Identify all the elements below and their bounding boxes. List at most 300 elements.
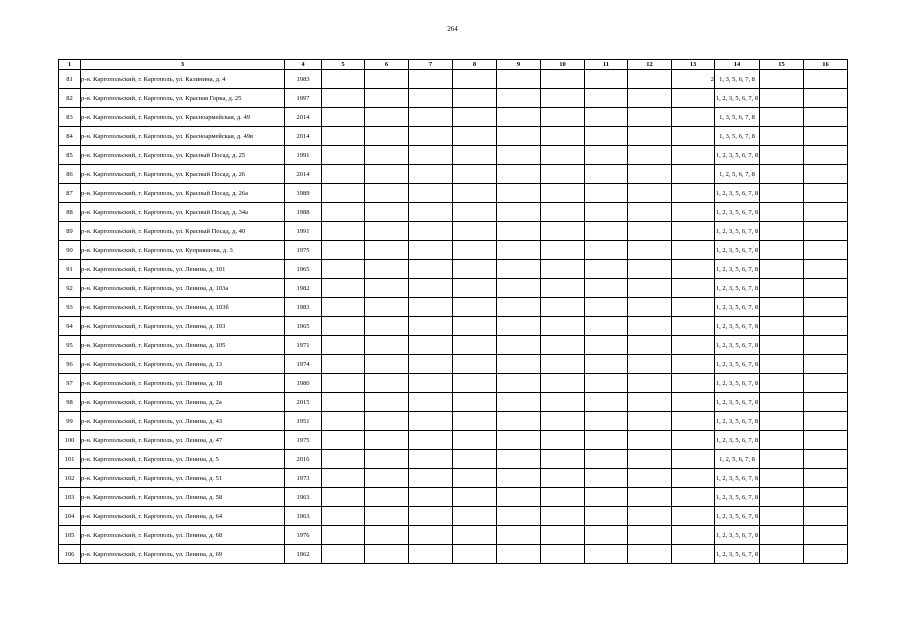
empty-cell	[804, 545, 848, 564]
empty-cell	[585, 70, 628, 89]
address-cell: р-н. Каргопольский, г. Каргополь, ул. Ленина, д. 51	[81, 469, 285, 488]
col14-cell: 1, 3, 5, 6, 7, 8	[715, 70, 760, 89]
table-row	[59, 374, 848, 393]
address-cell: р-н. Каргопольский, г. Каргополь, ул. Ленина, д. 2а	[81, 393, 285, 412]
row-number: 98	[59, 393, 81, 412]
empty-cell	[497, 165, 541, 184]
empty-cell	[585, 488, 628, 507]
col14-cell: 1, 2, 3, 5, 6, 7, 8	[715, 545, 760, 564]
empty-cell	[541, 70, 585, 89]
empty-cell	[497, 374, 541, 393]
year-cell: 1965	[285, 260, 322, 279]
column-header: 4	[285, 60, 322, 70]
address-cell: р-н. Каргопольский, г. Каргополь, ул. Ленина, д. 58	[81, 488, 285, 507]
year-cell: 1971	[285, 336, 322, 355]
empty-cell	[453, 146, 497, 165]
col13-cell	[672, 450, 715, 469]
empty-cell	[322, 222, 365, 241]
empty-cell	[497, 412, 541, 431]
table-row	[59, 70, 848, 89]
empty-cell	[453, 431, 497, 450]
empty-cell	[497, 450, 541, 469]
col14-cell: 1, 2, 3, 5, 6, 7, 8	[715, 488, 760, 507]
column-header: 1	[59, 60, 81, 70]
address-cell: р-н. Каргопольский, г. Каргополь, ул. Ленина, д. 103б	[81, 298, 285, 317]
empty-cell	[628, 317, 672, 336]
year-cell: 1991	[285, 146, 322, 165]
empty-cell	[322, 412, 365, 431]
empty-cell	[585, 279, 628, 298]
empty-cell	[804, 70, 848, 89]
empty-cell	[760, 184, 804, 203]
row-number: 101	[59, 450, 81, 469]
empty-cell	[628, 127, 672, 146]
empty-cell	[409, 469, 453, 488]
empty-cell	[365, 355, 409, 374]
col13-cell	[672, 545, 715, 564]
col14-cell: 1, 2, 3, 5, 6, 7, 8	[715, 374, 760, 393]
empty-cell	[453, 108, 497, 127]
empty-cell	[322, 374, 365, 393]
table-header	[59, 60, 848, 70]
empty-cell	[804, 393, 848, 412]
col13-cell	[672, 108, 715, 127]
empty-cell	[541, 222, 585, 241]
empty-cell	[760, 260, 804, 279]
empty-cell	[541, 146, 585, 165]
column-header: 10	[541, 60, 585, 70]
empty-cell	[760, 412, 804, 431]
empty-cell	[322, 165, 365, 184]
empty-cell	[585, 260, 628, 279]
column-header: 14	[715, 60, 760, 70]
empty-cell	[365, 507, 409, 526]
empty-cell	[585, 184, 628, 203]
empty-cell	[497, 336, 541, 355]
table-row	[59, 507, 848, 526]
empty-cell	[804, 317, 848, 336]
empty-cell	[365, 450, 409, 469]
col14-cell: 1, 3, 5, 6, 7, 8	[715, 127, 760, 146]
row-number: 91	[59, 260, 81, 279]
address-cell: р-н. Каргопольский, г. Каргополь, ул. Ленина, д. 101	[81, 260, 285, 279]
empty-cell	[804, 184, 848, 203]
col14-cell: 1, 2, 3, 5, 6, 7, 8	[715, 89, 760, 108]
empty-cell	[409, 146, 453, 165]
empty-cell	[453, 279, 497, 298]
empty-cell	[322, 260, 365, 279]
empty-cell	[365, 431, 409, 450]
year-cell: 1951	[285, 412, 322, 431]
empty-cell	[628, 279, 672, 298]
empty-cell	[541, 336, 585, 355]
empty-cell	[760, 165, 804, 184]
empty-cell	[497, 393, 541, 412]
empty-cell	[541, 298, 585, 317]
empty-cell	[628, 241, 672, 260]
empty-cell	[453, 203, 497, 222]
empty-cell	[541, 184, 585, 203]
empty-cell	[585, 336, 628, 355]
empty-cell	[409, 222, 453, 241]
col13-cell	[672, 507, 715, 526]
row-number: 83	[59, 108, 81, 127]
empty-cell	[365, 545, 409, 564]
col14-cell: 1, 3, 5, 6, 7, 8	[715, 108, 760, 127]
empty-cell	[453, 184, 497, 203]
empty-cell	[541, 450, 585, 469]
empty-cell	[760, 450, 804, 469]
col14-cell: 1, 2, 3, 5, 6, 7, 8	[715, 355, 760, 374]
empty-cell	[322, 70, 365, 89]
empty-cell	[628, 393, 672, 412]
empty-cell	[628, 526, 672, 545]
year-cell: 1989	[285, 184, 322, 203]
empty-cell	[409, 241, 453, 260]
empty-cell	[804, 127, 848, 146]
empty-cell	[365, 393, 409, 412]
year-cell: 1997	[285, 89, 322, 108]
empty-cell	[760, 507, 804, 526]
empty-cell	[760, 488, 804, 507]
empty-cell	[585, 222, 628, 241]
empty-cell	[322, 146, 365, 165]
empty-cell	[760, 431, 804, 450]
empty-cell	[322, 127, 365, 146]
empty-cell	[585, 317, 628, 336]
col13-cell	[672, 89, 715, 108]
empty-cell	[365, 298, 409, 317]
empty-cell	[497, 545, 541, 564]
year-cell: 1983	[285, 70, 322, 89]
empty-cell	[541, 241, 585, 260]
empty-cell	[760, 393, 804, 412]
empty-cell	[322, 507, 365, 526]
address-cell: р-н. Каргопольский, г. Каргополь, ул. Красная Горка, д. 25	[81, 89, 285, 108]
col14-cell: 1, 2, 3, 5, 6, 7, 8	[715, 317, 760, 336]
column-header: 6	[365, 60, 409, 70]
empty-cell	[497, 469, 541, 488]
empty-cell	[322, 488, 365, 507]
empty-cell	[628, 89, 672, 108]
column-header: 3	[81, 60, 285, 70]
empty-cell	[453, 336, 497, 355]
table-row	[59, 260, 848, 279]
empty-cell	[760, 241, 804, 260]
empty-cell	[453, 298, 497, 317]
empty-cell	[497, 488, 541, 507]
row-number: 105	[59, 526, 81, 545]
col14-cell: 1, 2, 3, 5, 6, 7, 8	[715, 336, 760, 355]
empty-cell	[804, 279, 848, 298]
col14-cell: 1, 2, 3, 5, 6, 7, 8	[715, 203, 760, 222]
col13-cell	[672, 336, 715, 355]
col14-cell: 1, 2, 3, 5, 6, 7, 8	[715, 279, 760, 298]
table-row	[59, 355, 848, 374]
empty-cell	[365, 165, 409, 184]
empty-cell	[541, 260, 585, 279]
empty-cell	[760, 203, 804, 222]
empty-cell	[628, 469, 672, 488]
empty-cell	[541, 355, 585, 374]
row-number: 90	[59, 241, 81, 260]
empty-cell	[497, 127, 541, 146]
empty-cell	[497, 317, 541, 336]
row-number: 99	[59, 412, 81, 431]
empty-cell	[760, 545, 804, 564]
col14-cell: 1, 2, 3, 5, 6, 7, 8	[715, 526, 760, 545]
empty-cell	[497, 203, 541, 222]
table-row	[59, 526, 848, 545]
col13-cell	[672, 127, 715, 146]
empty-cell	[365, 222, 409, 241]
column-header: 11	[585, 60, 628, 70]
empty-cell	[409, 165, 453, 184]
empty-cell	[804, 469, 848, 488]
address-cell: р-н. Каргопольский, г. Каргополь, ул. Ленина, д. 103	[81, 317, 285, 336]
empty-cell	[365, 279, 409, 298]
col13-cell	[672, 317, 715, 336]
table-row	[59, 488, 848, 507]
empty-cell	[760, 222, 804, 241]
row-number: 104	[59, 507, 81, 526]
column-header: 9	[497, 60, 541, 70]
address-cell: р-н. Каргопольский, г. Каргополь, ул. Красный Посад, д. 34а	[81, 203, 285, 222]
row-number: 87	[59, 184, 81, 203]
empty-cell	[409, 412, 453, 431]
empty-cell	[628, 165, 672, 184]
empty-cell	[453, 412, 497, 431]
empty-cell	[585, 241, 628, 260]
empty-cell	[497, 526, 541, 545]
year-cell: 1991	[285, 222, 322, 241]
year-cell: 1976	[285, 526, 322, 545]
col14-cell: 1, 2, 3, 5, 6, 7, 8	[715, 184, 760, 203]
empty-cell	[760, 146, 804, 165]
empty-cell	[365, 146, 409, 165]
empty-cell	[541, 431, 585, 450]
empty-cell	[804, 488, 848, 507]
col14-cell: 1, 2, 3, 5, 6, 7, 8	[715, 431, 760, 450]
empty-cell	[541, 203, 585, 222]
year-cell: 1963	[285, 507, 322, 526]
empty-cell	[628, 336, 672, 355]
empty-cell	[804, 298, 848, 317]
year-cell: 2016	[285, 450, 322, 469]
col13-cell	[672, 526, 715, 545]
empty-cell	[322, 355, 365, 374]
empty-cell	[760, 127, 804, 146]
address-cell: р-н. Каргопольский, г. Каргополь, ул. Ленина, д. 5	[81, 450, 285, 469]
year-cell: 2014	[285, 127, 322, 146]
empty-cell	[453, 260, 497, 279]
empty-cell	[541, 89, 585, 108]
col13-cell	[672, 241, 715, 260]
col13-cell	[672, 393, 715, 412]
table-row	[59, 279, 848, 298]
empty-cell	[585, 393, 628, 412]
address-cell: р-н. Каргопольский, г. Каргополь, ул. Ленина, д. 47	[81, 431, 285, 450]
empty-cell	[541, 108, 585, 127]
empty-cell	[760, 469, 804, 488]
empty-cell	[804, 241, 848, 260]
col14-cell: 1, 2, 3, 5, 6, 7, 8	[715, 469, 760, 488]
col14-cell: 1, 2, 3, 5, 6, 7, 8	[715, 241, 760, 260]
empty-cell	[409, 89, 453, 108]
empty-cell	[585, 469, 628, 488]
empty-cell	[453, 469, 497, 488]
empty-cell	[322, 545, 365, 564]
empty-cell	[541, 526, 585, 545]
year-cell: 2014	[285, 108, 322, 127]
column-header: 12	[628, 60, 672, 70]
empty-cell	[804, 526, 848, 545]
table-row	[59, 431, 848, 450]
address-cell: р-н. Каргопольский, г. Каргополь, ул. Красный Посад, д. 26	[81, 165, 285, 184]
empty-cell	[804, 203, 848, 222]
column-header: 13	[672, 60, 715, 70]
empty-cell	[804, 431, 848, 450]
year-cell: 1983	[285, 298, 322, 317]
empty-cell	[409, 526, 453, 545]
empty-cell	[453, 355, 497, 374]
empty-cell	[585, 203, 628, 222]
empty-cell	[628, 70, 672, 89]
col14-cell: 1, 2, 5, 6, 7, 8	[715, 450, 760, 469]
empty-cell	[628, 203, 672, 222]
empty-cell	[322, 203, 365, 222]
col13-cell	[672, 355, 715, 374]
empty-cell	[322, 108, 365, 127]
empty-cell	[541, 507, 585, 526]
address-cell: р-н. Каргопольский, г. Каргополь, ул. Ленина, д. 18	[81, 374, 285, 393]
col13-cell	[672, 184, 715, 203]
year-cell: 1965	[285, 317, 322, 336]
empty-cell	[453, 127, 497, 146]
table-row	[59, 146, 848, 165]
row-number: 103	[59, 488, 81, 507]
col14-cell: 1, 2, 5, 6, 7, 8	[715, 165, 760, 184]
table-row	[59, 317, 848, 336]
empty-cell	[760, 336, 804, 355]
year-cell: 1975	[285, 431, 322, 450]
empty-cell	[322, 336, 365, 355]
empty-cell	[497, 241, 541, 260]
empty-cell	[409, 336, 453, 355]
table-row	[59, 469, 848, 488]
empty-cell	[365, 70, 409, 89]
empty-cell	[628, 450, 672, 469]
empty-cell	[585, 450, 628, 469]
empty-cell	[453, 526, 497, 545]
empty-cell	[585, 146, 628, 165]
empty-cell	[628, 298, 672, 317]
row-number: 86	[59, 165, 81, 184]
col14-cell: 1, 2, 3, 5, 6, 7, 8	[715, 298, 760, 317]
empty-cell	[497, 222, 541, 241]
empty-cell	[804, 374, 848, 393]
empty-cell	[409, 355, 453, 374]
empty-cell	[628, 545, 672, 564]
empty-cell	[541, 165, 585, 184]
empty-cell	[541, 393, 585, 412]
empty-cell	[322, 89, 365, 108]
empty-cell	[365, 336, 409, 355]
empty-cell	[322, 317, 365, 336]
empty-cell	[628, 412, 672, 431]
empty-cell	[365, 317, 409, 336]
table-row	[59, 222, 848, 241]
address-cell: р-н. Каргопольский, г. Каргополь, ул. Красный Посад, д. 26а	[81, 184, 285, 203]
empty-cell	[585, 431, 628, 450]
row-number: 85	[59, 146, 81, 165]
empty-cell	[365, 203, 409, 222]
row-number: 84	[59, 127, 81, 146]
empty-cell	[365, 241, 409, 260]
column-header: 15	[760, 60, 804, 70]
empty-cell	[365, 184, 409, 203]
empty-cell	[804, 165, 848, 184]
address-cell: р-н. Каргопольский, г. Каргополь, ул. Ленина, д. 69	[81, 545, 285, 564]
empty-cell	[365, 260, 409, 279]
empty-cell	[804, 412, 848, 431]
empty-cell	[804, 108, 848, 127]
empty-cell	[804, 146, 848, 165]
col13-cell	[672, 298, 715, 317]
empty-cell	[497, 146, 541, 165]
empty-cell	[628, 108, 672, 127]
empty-cell	[409, 545, 453, 564]
empty-cell	[804, 336, 848, 355]
empty-cell	[760, 298, 804, 317]
address-cell: р-н. Каргопольский, г. Каргополь, ул. Красноармейская, д. 49	[81, 108, 285, 127]
table-body	[59, 70, 848, 564]
empty-cell	[628, 146, 672, 165]
col14-cell: 1, 2, 3, 5, 6, 7, 8	[715, 507, 760, 526]
year-cell: 1975	[285, 241, 322, 260]
col14-cell: 1, 2, 3, 5, 6, 7, 8	[715, 393, 760, 412]
address-cell: р-н. Каргопольский, г. Каргополь, ул. Ленина, д. 103а	[81, 279, 285, 298]
col13-cell	[672, 222, 715, 241]
empty-cell	[453, 374, 497, 393]
empty-cell	[453, 393, 497, 412]
row-number: 100	[59, 431, 81, 450]
col13-cell	[672, 203, 715, 222]
empty-cell	[585, 165, 628, 184]
empty-cell	[409, 393, 453, 412]
empty-cell	[322, 469, 365, 488]
empty-cell	[497, 108, 541, 127]
empty-cell	[585, 374, 628, 393]
row-number: 92	[59, 279, 81, 298]
empty-cell	[760, 89, 804, 108]
empty-cell	[322, 184, 365, 203]
empty-cell	[804, 222, 848, 241]
row-number: 88	[59, 203, 81, 222]
empty-cell	[453, 241, 497, 260]
address-cell: р-н. Каргопольский, г. Каргополь, ул. Ленина, д. 105	[81, 336, 285, 355]
col13-cell: 2	[672, 70, 715, 89]
address-cell: р-н. Каргопольский, г. Каргополь, ул. Ленина, д. 68	[81, 526, 285, 545]
empty-cell	[628, 222, 672, 241]
row-number: 81	[59, 70, 81, 89]
year-cell: 1962	[285, 545, 322, 564]
register-table	[58, 59, 848, 564]
empty-cell	[628, 507, 672, 526]
col14-cell: 1, 2, 3, 5, 6, 7, 8	[715, 146, 760, 165]
empty-cell	[409, 279, 453, 298]
empty-cell	[541, 374, 585, 393]
